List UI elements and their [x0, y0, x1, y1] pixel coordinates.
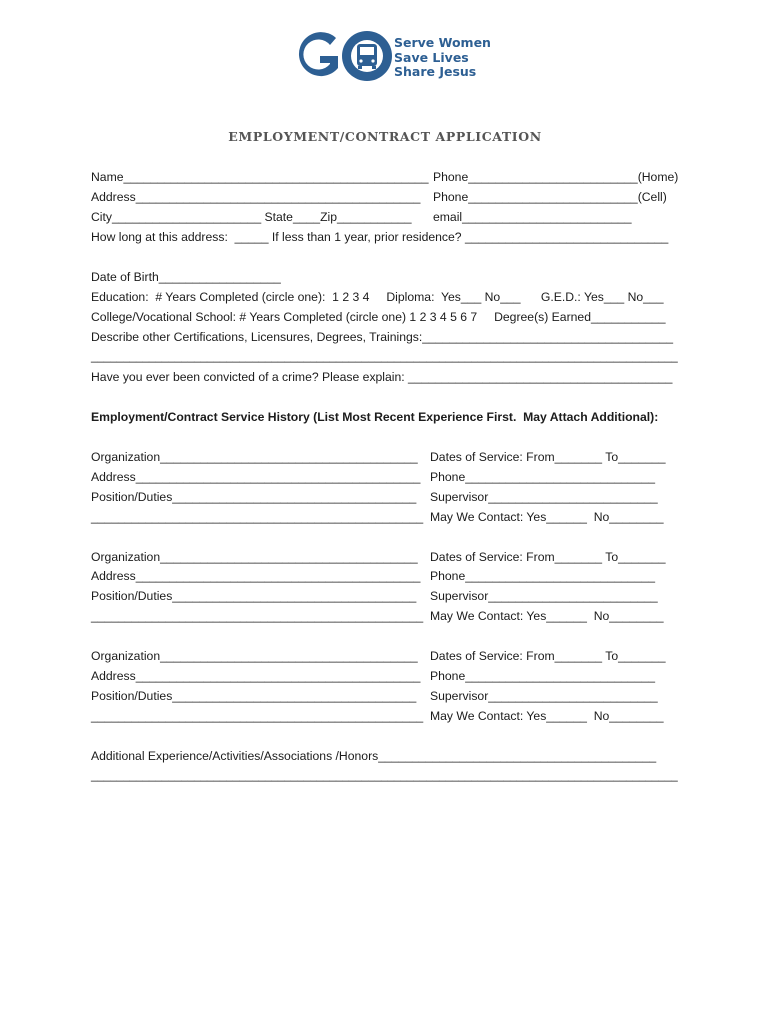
employer-blank-line[interactable]: _________________________________________________: [91, 510, 424, 524]
tagline-line: Save Lives: [394, 49, 469, 65]
employer-contact-field[interactable]: May We Contact: Yes______ No________: [430, 609, 664, 623]
employer-organization-field[interactable]: Organization______________________________________: [91, 649, 418, 663]
phone-home-field[interactable]: Phone_________________________(Home): [433, 170, 679, 184]
employer-address-field[interactable]: Address__________________________________________: [91, 569, 421, 583]
employer-dates-field[interactable]: Dates of Service: From_______ To_______: [430, 450, 666, 464]
history-heading: Employment/Contract Service History (List Most Recent Experience First. May Attach Additional):: [91, 410, 659, 424]
employer-position-field[interactable]: Position/Duties____________________________________: [91, 589, 417, 603]
employer-dates-field[interactable]: Dates of Service: From_______ To_______: [430, 649, 666, 663]
page-title: EMPLOYMENT/CONTRACT APPLICATION: [228, 129, 542, 144]
employer-dates-field[interactable]: Dates of Service: From_______ To_______: [430, 550, 666, 564]
education-field[interactable]: Education: # Years Completed (circle one): 1 2 3 4 Diploma: Yes___ No___ G.E.D.: Yes___ No___: [91, 290, 664, 304]
additional-blank-line[interactable]: ___________________________________________________________________________________________: [91, 769, 678, 782]
employer-organization-field[interactable]: Organization______________________________________: [91, 550, 418, 564]
employer-phone-field[interactable]: Phone____________________________: [430, 470, 656, 484]
employer-supervisor-field[interactable]: Supervisor_________________________: [430, 689, 658, 703]
employer-supervisor-field[interactable]: Supervisor_________________________: [430, 589, 658, 603]
tagline-line: Serve Women: [394, 35, 491, 50]
employer-supervisor-field[interactable]: Supervisor_________________________: [430, 490, 658, 504]
employer-organization-field[interactable]: Organization______________________________________: [91, 450, 418, 464]
employer-blank-line[interactable]: _________________________________________________: [91, 709, 424, 723]
employer-address-field[interactable]: Address__________________________________________: [91, 470, 421, 484]
employer-blank-line[interactable]: _________________________________________________: [91, 609, 424, 623]
date-of-birth-field[interactable]: Date of Birth__________________: [91, 270, 281, 284]
address-field[interactable]: Address__________________________________________: [91, 190, 421, 204]
employer-contact-field[interactable]: May We Contact: Yes______ No________: [430, 709, 664, 723]
certifications-blank-line[interactable]: ___________________________________________________________________________________________: [91, 350, 678, 363]
employer-phone-field[interactable]: Phone____________________________: [430, 669, 656, 683]
employer-position-field[interactable]: Position/Duties____________________________________: [91, 689, 417, 703]
phone-cell-field[interactable]: Phone_________________________(Cell): [433, 190, 667, 204]
email-field[interactable]: email_________________________: [433, 210, 632, 224]
employer-position-field[interactable]: Position/Duties____________________________________: [91, 490, 417, 504]
certifications-field[interactable]: Describe other Certifications, Licensures, Degrees, Trainings:_____________________________________: [91, 330, 674, 344]
employer-phone-field[interactable]: Phone____________________________: [430, 569, 656, 583]
how-long-field[interactable]: How long at this address: _____ If less than 1 year, prior residence? ______________________________: [91, 230, 669, 244]
college-field[interactable]: College/Vocational School: # Years Completed (circle one) 1 2 3 4 5 6 7 Degree(s) Earned___________: [91, 310, 666, 324]
city-state-zip-field[interactable]: City______________________ State____Zip___________: [91, 210, 412, 224]
employer-contact-field[interactable]: May We Contact: Yes______ No________: [430, 510, 664, 524]
additional-experience-field[interactable]: Additional Experience/Activities/Associations /Honors_________________________________________: [91, 749, 657, 763]
name-field[interactable]: Name_____________________________________________: [91, 170, 429, 184]
employer-address-field[interactable]: Address__________________________________________: [91, 669, 421, 683]
tagline-line: Share Jesus: [394, 64, 477, 79]
crime-field[interactable]: Have you ever been convicted of a crime? Please explain: _______________________________________: [91, 370, 673, 384]
logo-tagline: [394, 36, 491, 80]
